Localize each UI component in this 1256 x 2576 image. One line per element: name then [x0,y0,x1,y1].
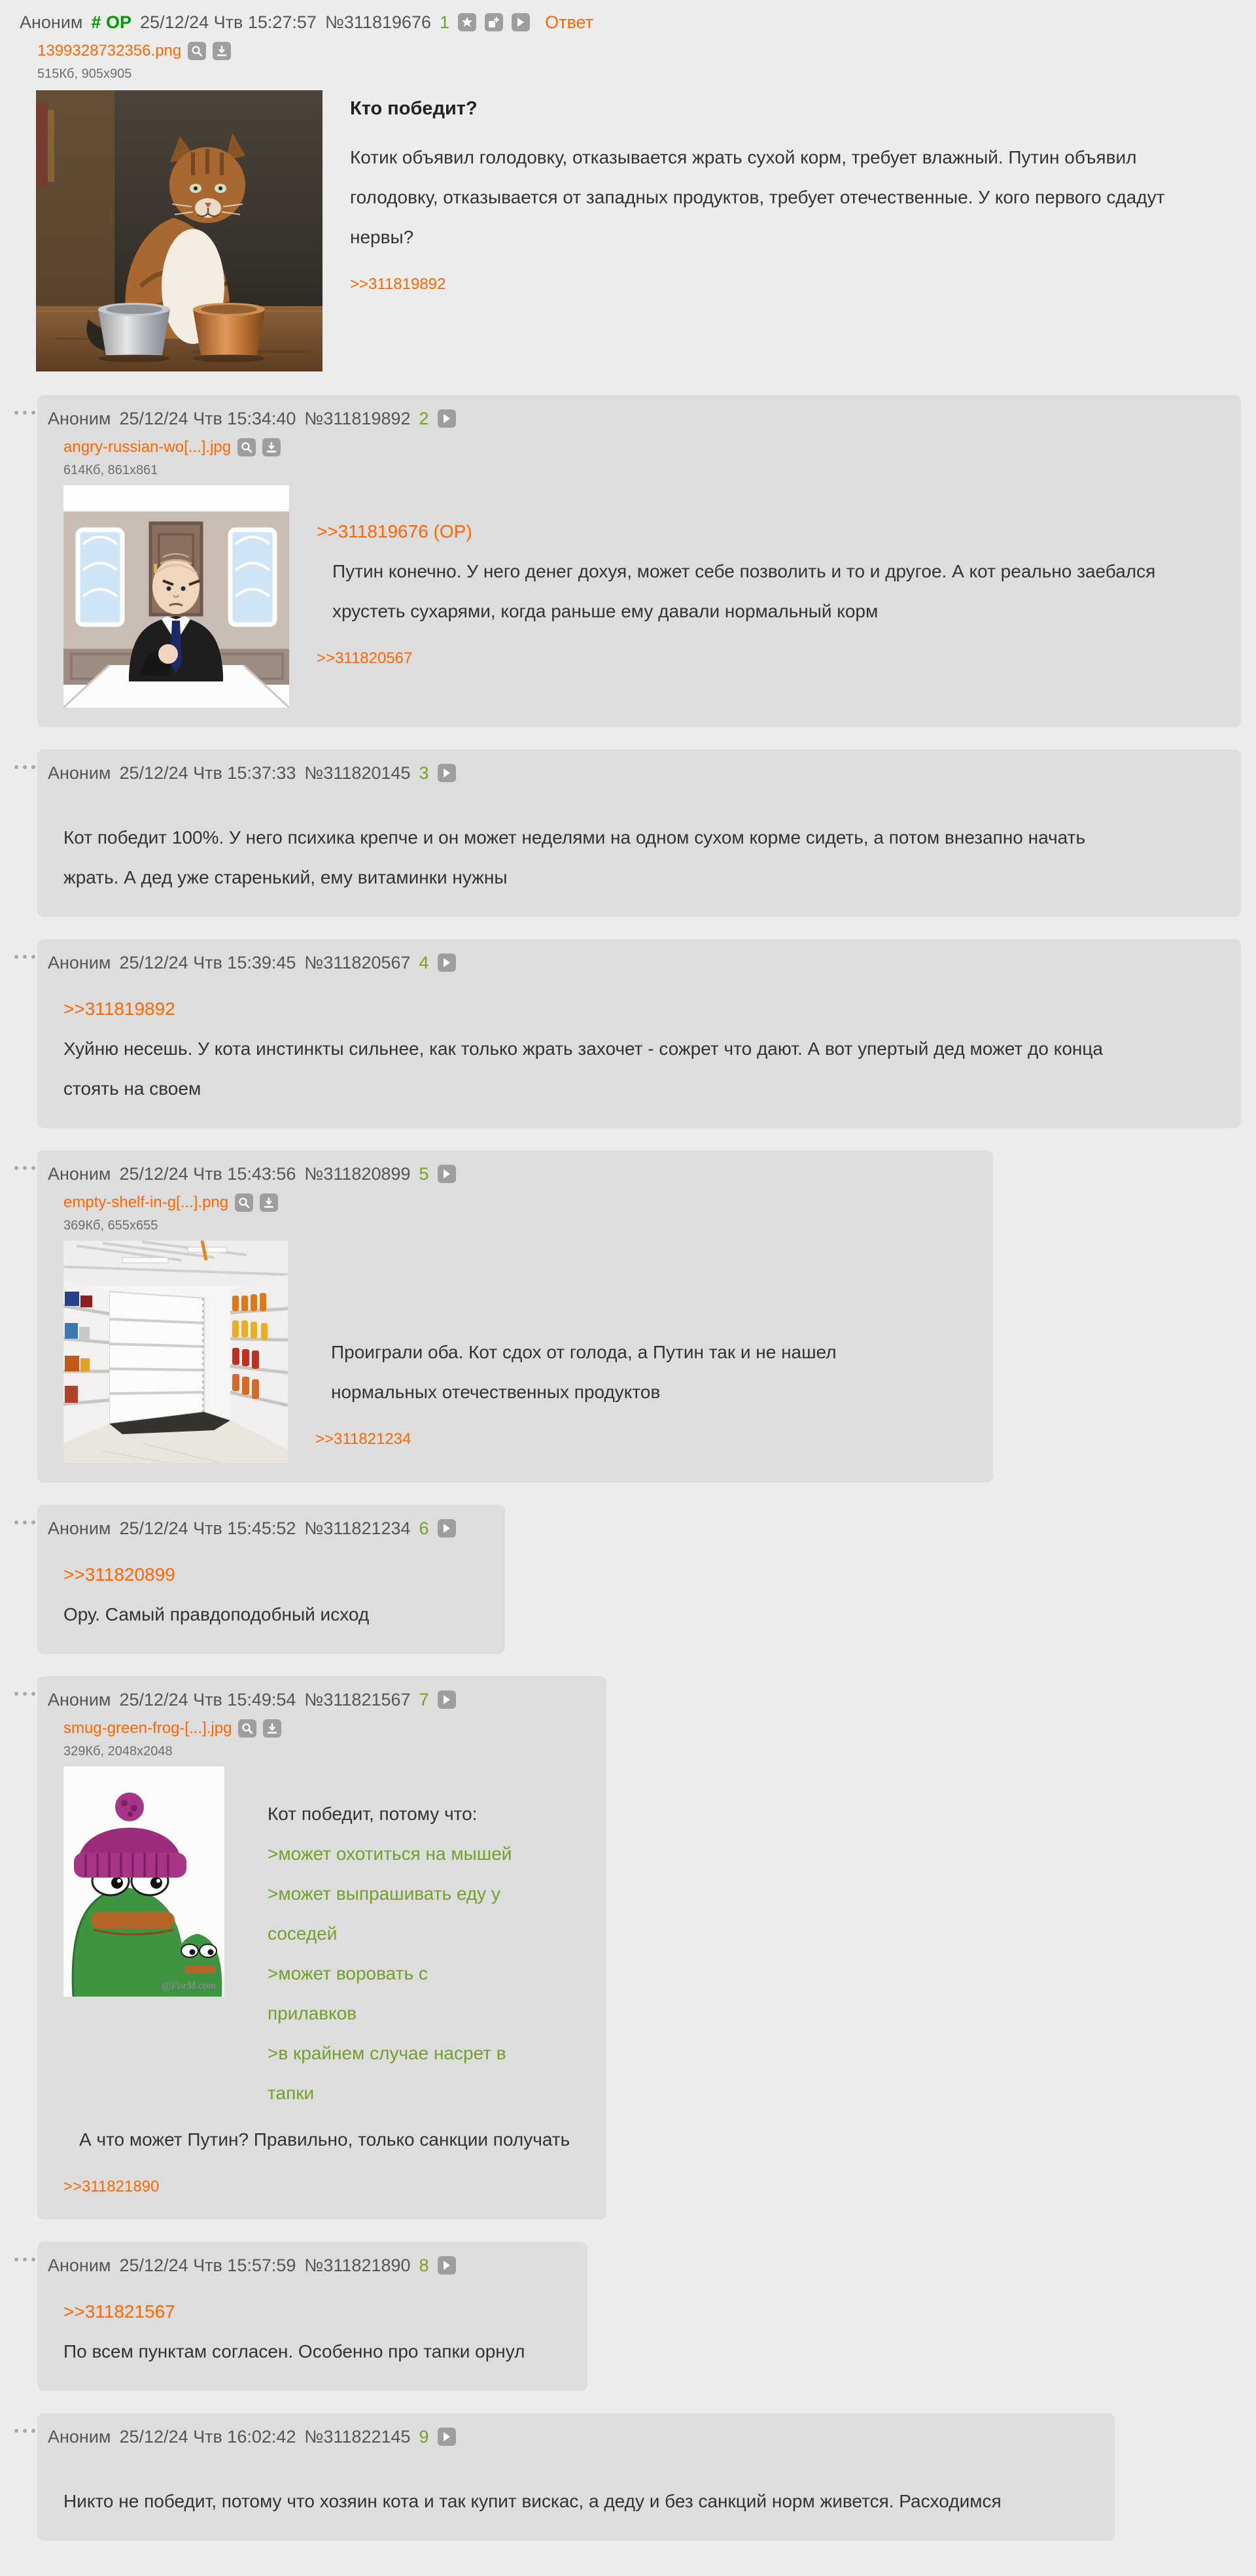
post-ordinal-link[interactable]: 9 [419,2427,429,2447]
post-menu-dots-icon[interactable] [12,2255,38,2264]
file-name-link[interactable]: empty-shelf-in-g[...].png [63,1194,229,1211]
go-to-post-icon[interactable] [438,1165,456,1183]
post-text: Котик объявил голодовку, отказывается жрать сухой корм, требует влажный. Путин объявил голодовку, отказывается от западных продуктов, требует отечественные. У кого первого сдадут нервы? [350,147,1165,247]
post-ordinal-link[interactable]: 1 [440,12,450,32]
greentext-line: >может воровать с прилавков [268,1963,428,2023]
go-to-post-icon[interactable] [438,2428,456,2446]
favorite-star-icon[interactable] [458,13,476,31]
file-meta: 329Кб, 2048x2048 [63,1744,173,1759]
backlink[interactable]: >>311820567 [317,649,413,667]
poster-name: Аноним [48,2256,111,2275]
post-text: Ору. Самый правдоподобный исход [63,1604,370,1624]
image-download-icon[interactable] [263,1719,281,1738]
post-number-link[interactable]: №311821890 [304,2256,411,2275]
image-search-icon[interactable] [237,438,256,456]
image-search-icon[interactable] [235,1194,253,1212]
post-ordinal-link[interactable]: 4 [419,953,429,972]
post-datetime: 25/12/24 Чтв 15:34:40 [119,409,296,428]
post [37,395,1241,727]
go-to-post-icon[interactable] [438,1519,456,1537]
poster-name: Аноним [48,1164,111,1184]
backlinks [63,2174,587,2200]
post-header [20,9,1256,35]
post-menu-dots-icon[interactable] [12,1689,38,1698]
poster-name: Аноним [48,409,111,428]
post-ordinal-link[interactable]: 2 [419,409,429,428]
post-number-link[interactable]: №311819892 [304,409,411,428]
go-to-post-icon[interactable] [438,953,456,972]
post-menu-dots-icon[interactable] [12,763,38,772]
post-number-link[interactable]: №311821234 [304,1519,411,1538]
op-image-cat-with-bowls[interactable] [36,90,323,371]
post [37,2242,587,2391]
go-to-post-icon[interactable] [438,409,456,428]
post-number-link[interactable]: №311820567 [304,953,411,972]
go-to-post-icon[interactable] [438,2256,456,2275]
quote-link[interactable]: >>311819676 (OP) [317,521,472,541]
image-search-icon[interactable] [238,1719,256,1738]
image-search-icon[interactable] [188,42,206,60]
backlinks [315,1426,871,1452]
go-to-post-icon[interactable] [438,1691,456,1709]
op-post [0,9,1256,371]
file-meta: 614Кб, 861x861 [63,463,158,477]
poster-name: Аноним [48,763,111,783]
post-text: Проиграли оба. Кот сдох от голода, а Путин так и не нашел нормальных отечественных продуктов [331,1342,837,1402]
poster-name: Аноним [48,1690,111,1709]
backlink[interactable]: >>311819892 [350,275,446,293]
post [37,749,1241,917]
post-ordinal-link[interactable]: 7 [419,1690,429,1709]
quote-link[interactable]: >>311820899 [63,1564,175,1585]
post-text: Никто не победит, потому что хозяин кота и так купит вискас, а деду и без санкций норм живется. Расходимся [63,2491,1002,2511]
post-datetime: 25/12/24 Чтв 15:39:45 [119,953,296,972]
post [37,1676,606,2220]
post-text: Хуйню несешь. У кота инстинкты сильнее, как только жрать захочет - сожрет что дают. А вот упертый дед может до конца стоять на своем [63,1039,1103,1099]
post-ordinal-link[interactable]: 6 [419,1519,429,1538]
go-to-post-icon[interactable] [438,764,456,782]
quote-link[interactable]: >>311819892 [63,999,175,1019]
image-watermark: @ForM.com [162,1980,216,1991]
post [37,1150,993,1483]
post-datetime: 25/12/24 Чтв 16:02:42 [119,2427,296,2447]
post-number-link[interactable]: №311820899 [304,1164,411,1184]
image-download-icon[interactable] [213,42,231,60]
post [37,1505,505,1654]
backlinks [350,271,1187,298]
post-datetime: 25/12/24 Чтв 15:37:33 [119,763,296,783]
reply-button[interactable]: Ответ [545,12,593,32]
post-text: Путин конечно. У него денег дохуя, может себе позволить и то и другое. А кот реально заебался хрустеть сухарями, когда раньше ему давали нормальный корм [332,561,1156,621]
post-datetime: 25/12/24 Чтв 15:57:59 [119,2256,296,2275]
file-name-link[interactable]: angry-russian-wo[...].jpg [63,438,232,456]
file-meta: 515Кб, 905x905 [37,67,132,81]
post-number-link[interactable]: №311821567 [304,1690,411,1709]
post-menu-dots-icon[interactable] [12,2426,38,2435]
post-number-link[interactable]: №311822145 [304,2427,411,2447]
post-menu-dots-icon[interactable] [12,1163,38,1173]
op-badge: # OP [91,12,132,32]
post-datetime: 25/12/24 Чтв 15:43:56 [119,1164,296,1184]
hide-post-icon[interactable] [485,13,503,31]
greentext-line: >может выпрашивать еду у соседей [268,1883,501,1944]
post-ordinal-link[interactable]: 5 [419,1164,429,1184]
post-ordinal-link[interactable]: 8 [419,2256,429,2275]
backlinks [317,645,1193,672]
poster-name: Аноним [48,1519,111,1538]
poster-name: Аноним [48,953,111,972]
file-meta: 369Кб, 655x655 [63,1218,158,1233]
file-name-link[interactable]: 1399328732356.png [37,42,182,60]
poster-name: Аноним [20,12,83,32]
post-ordinal-link[interactable]: 3 [419,763,429,783]
post-datetime: 25/12/24 Чтв 15:45:52 [119,1519,296,1538]
post-image-frogs-in-beanie[interactable] [63,1766,224,1997]
image-download-icon[interactable] [262,438,281,456]
backlink[interactable]: >>311821890 [63,2178,160,2195]
file-name-link[interactable]: smug-green-frog-[...].jpg [63,1719,232,1737]
post [37,2413,1115,2541]
greentext-line: >может охотиться на мышей [268,1844,512,1864]
post-number-link[interactable]: №311820145 [304,763,411,783]
post-subject: Кто победит? [350,98,478,119]
poster-name: Аноним [48,2427,111,2447]
post-text-outro: А что может Путин? Правильно, только санкции получать [79,2129,570,2150]
post-menu-dots-icon[interactable] [12,408,38,417]
post-image-putin-cartoon[interactable] [63,485,289,708]
image-download-icon[interactable] [260,1194,278,1212]
post-text-intro: Кот победит, потому что: [268,1804,478,1824]
post-text: Кот победит 100%. У него психика крепче и он может неделями на одном сухом корме сидеть, а потом внезапно начать жрать. А дед уже старенький, ему витаминки нужны [63,827,1086,887]
post-menu-dots-icon[interactable] [12,952,38,961]
go-to-post-icon[interactable] [512,13,530,31]
quote-link[interactable]: >>311821567 [63,2301,175,2322]
post-text: По всем пунктам согласен. Особенно про тапки орнул [63,2341,525,2361]
post [37,939,1241,1128]
greentext-line: >в крайнем случае насрет в тапки [268,2043,506,2103]
post-datetime: 25/12/24 Чтв 15:49:54 [119,1690,296,1709]
file-block [37,38,1256,84]
backlink[interactable]: >>311821234 [315,1430,411,1448]
post-number-link[interactable]: №311819676 [324,12,432,32]
post-menu-dots-icon[interactable] [12,1518,38,1527]
post-image-empty-shelf[interactable] [63,1241,288,1463]
post-datetime: 25/12/24 Чтв 15:27:57 [140,12,317,32]
